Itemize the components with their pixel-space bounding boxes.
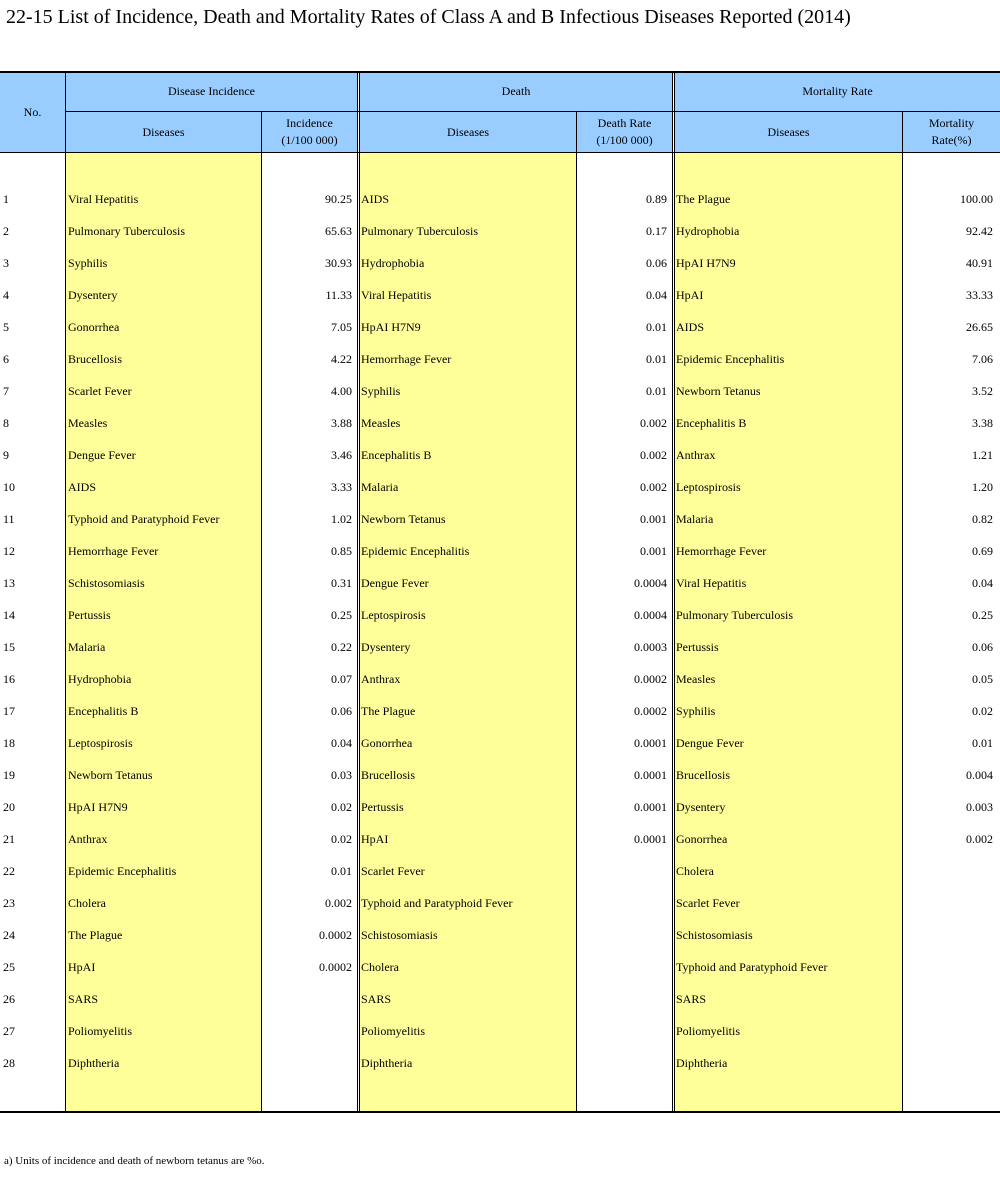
table-row [0,1050,1000,1082]
incidence-value: 30.93 [325,256,352,270]
mortality-rate-value: 0.25 [972,608,993,622]
table-row [0,442,1000,474]
mortality-disease: Typhoid and Paratyphoid Fever [676,960,828,974]
row-number: 5 [3,320,9,334]
incidence-disease: Newborn Tetanus [68,768,153,782]
header-group-incidence: Disease Incidence [168,84,255,98]
death-rate-value: 0.001 [640,544,667,558]
mortality-rate-value: 3.52 [972,384,993,398]
death-disease: Dengue Fever [361,576,429,590]
mortality-disease: Leptospirosis [676,480,741,494]
row-number: 18 [3,736,15,750]
death-disease: Schistosomiasis [361,928,438,942]
incidence-value: 0.06 [331,704,352,718]
header-incidence-line2: (1/100 000) [281,133,338,147]
mortality-disease: Pertussis [676,640,719,654]
header-death-rate-line1: Death Rate [597,116,652,130]
mortality-disease: Cholera [676,864,714,878]
incidence-value: 0.31 [331,576,352,590]
incidence-disease: Encephalitis B [68,704,139,718]
table-row [0,826,1000,858]
death-rate-value: 0.002 [640,416,667,430]
row-number: 13 [3,576,15,590]
row-number: 24 [3,928,15,942]
row-number: 12 [3,544,15,558]
incidence-disease: Brucellosis [68,352,122,366]
mortality-disease: Hemorrhage Fever [676,544,767,558]
header-incidence [262,112,357,152]
table-row [0,954,1000,986]
incidence-value: 0.002 [325,896,352,910]
mortality-rate-value: 1.21 [972,448,993,462]
death-disease: Poliomyelitis [361,1024,426,1038]
row-number: 10 [3,480,15,494]
death-disease: Dysentery [361,640,411,654]
incidence-value: 4.00 [331,384,352,398]
mortality-rate-value: 0.05 [972,672,993,686]
table-row [0,634,1000,666]
death-rate-value: 0.0001 [634,768,667,782]
incidence-disease: The Plague [68,928,123,942]
death-disease: Newborn Tetanus [361,512,446,526]
table-row [0,1018,1000,1050]
row-number: 1 [3,192,9,206]
header-death-rate [577,112,672,152]
mortality-rate-value: 7.06 [972,352,993,366]
incidence-disease: Diphtheria [68,1056,120,1070]
mortality-disease: Malaria [676,512,714,526]
death-rate-value: 0.17 [646,224,667,238]
incidence-value: 0.07 [331,672,352,686]
mortality-rate-value: 0.82 [972,512,993,526]
incidence-disease: Cholera [68,896,106,910]
mortality-disease: AIDS [676,320,705,334]
incidence-value: 0.0002 [319,928,352,942]
death-rate-value: 0.002 [640,480,667,494]
death-rate-value: 0.0001 [634,736,667,750]
incidence-disease: Malaria [68,640,106,654]
row-number: 23 [3,896,15,910]
death-rate-value: 0.001 [640,512,667,526]
mortality-rate-value: 0.002 [966,832,993,846]
table-row [0,538,1000,570]
incidence-disease: Scarlet Fever [68,384,132,398]
header-death-rate-line2: (1/100 000) [596,133,653,147]
death-rate-value: 0.0004 [634,608,667,622]
death-rate-value: 0.01 [646,320,667,334]
row-number: 2 [3,224,9,238]
header-diseases: Diseases [767,124,810,139]
mortality-disease: HpAI [676,288,704,302]
mortality-rate-value: 0.004 [966,768,993,782]
mortality-disease: Brucellosis [676,768,730,782]
mortality-disease: SARS [676,992,707,1006]
death-disease: Hemorrhage Fever [361,352,452,366]
table-row [0,218,1000,250]
death-disease: Measles [361,416,401,430]
row-number: 14 [3,608,15,622]
row-number: 22 [3,864,15,878]
incidence-disease: Measles [68,416,108,430]
incidence-value: 1.02 [331,512,352,526]
incidence-value: 0.0002 [319,960,352,974]
incidence-value: 0.02 [331,800,352,814]
death-rate-value: 0.89 [646,192,667,206]
row-number: 9 [3,448,9,462]
row-number: 6 [3,352,9,366]
table-row [0,602,1000,634]
mortality-rate-value: 0.02 [972,704,993,718]
header-diseases: Diseases [447,124,489,139]
row-number: 16 [3,672,15,686]
death-disease: Gonorrhea [361,736,413,750]
row-number: 7 [3,384,9,398]
incidence-value: 65.63 [325,224,352,238]
row-number: 11 [3,512,15,526]
header-incidence-line1: Incidence [286,116,333,130]
incidence-disease: SARS [68,992,99,1006]
table-row [0,666,1000,698]
incidence-value: 3.46 [331,448,352,462]
death-rate-value: 0.0002 [634,704,667,718]
death-disease: SARS [361,992,392,1006]
incidence-disease: Poliomyelitis [68,1024,133,1038]
incidence-value: 0.03 [331,768,352,782]
table-row [0,762,1000,794]
death-rate-value: 0.0002 [634,672,667,686]
incidence-value: 7.05 [331,320,352,334]
row-number: 3 [3,256,9,270]
death-rate-value: 0.04 [646,288,667,302]
row-number: 8 [3,416,9,430]
incidence-value: 90.25 [325,192,352,206]
incidence-disease: Pulmonary Tuberculosis [68,224,186,238]
death-disease: Malaria [361,480,399,494]
death-disease: Diphtheria [361,1056,413,1070]
mortality-rate-value: 0.003 [966,800,993,814]
header-diseases: Diseases [142,124,185,139]
mortality-disease: Measles [676,672,716,686]
table-row [0,698,1000,730]
mortality-rate-value: 40.91 [966,256,993,270]
mortality-disease: Newborn Tetanus [676,384,761,398]
table-row [0,858,1000,890]
death-rate-value: 0.0004 [634,576,667,590]
death-disease: Cholera [361,960,399,974]
table-row [0,794,1000,826]
row-number: 17 [3,704,15,718]
mortality-rate-value: 0.01 [972,736,993,750]
mortality-disease: Viral Hepatitis [676,576,747,590]
table-row [0,890,1000,922]
table-row [0,378,1000,410]
incidence-value: 3.33 [331,480,352,494]
incidence-value: 0.04 [331,736,352,750]
death-disease: Typhoid and Paratyphoid Fever [361,896,513,910]
death-rate-value: 0.0001 [634,800,667,814]
death-disease: Brucellosis [361,768,415,782]
mortality-disease: Gonorrhea [676,832,728,846]
mortality-disease: Dengue Fever [676,736,744,750]
mortality-disease: Pulmonary Tuberculosis [676,608,794,622]
mortality-rate-value: 92.42 [966,224,993,238]
death-rate-value: 0.01 [646,352,667,366]
death-rate-value: 0.0003 [634,640,667,654]
incidence-disease: Pertussis [68,608,111,622]
row-number: 28 [3,1056,15,1070]
row-number: 15 [3,640,15,654]
mortality-rate-value: 100.00 [960,192,993,206]
row-number: 25 [3,960,15,974]
incidence-disease: HpAI [68,960,96,974]
row-number: 4 [3,288,9,302]
table-row [0,314,1000,346]
death-rate-value: 0.01 [646,384,667,398]
incidence-value: 3.88 [331,416,352,430]
mortality-disease: The Plague [676,192,731,206]
header-group-mortality: Mortality Rate [802,84,873,98]
incidence-value: 0.22 [331,640,352,654]
mortality-disease: Schistosomiasis [676,928,753,942]
death-disease: Hydrophobia [361,256,425,270]
mortality-rate-value: 26.65 [966,320,993,334]
death-disease: The Plague [361,704,416,718]
table-bottom-rule [0,1111,1000,1113]
mortality-disease: HpAI H7N9 [676,256,736,270]
row-number: 20 [3,800,15,814]
death-disease: HpAI [361,832,389,846]
mortality-rate-value: 0.04 [972,576,993,590]
incidence-disease: Gonorrhea [68,320,120,334]
death-disease: HpAI H7N9 [361,320,421,334]
mortality-disease: Scarlet Fever [676,896,740,910]
incidence-disease: Hydrophobia [68,672,132,686]
mortality-rate-value: 0.06 [972,640,993,654]
table-row [0,506,1000,538]
incidence-disease: Schistosomiasis [68,576,145,590]
header-no: No. [23,104,42,119]
table-row [0,730,1000,762]
header-mortality-rate [903,112,1000,152]
incidence-value: 11.33 [325,288,352,302]
incidence-disease: HpAI H7N9 [68,800,128,814]
header-group-death: Death [501,84,531,98]
mortality-disease: Anthrax [676,448,716,462]
incidence-value: 0.25 [331,608,352,622]
table-row [0,410,1000,442]
mortality-rate-value: 0.69 [972,544,993,558]
death-rate-value: 0.0001 [634,832,667,846]
incidence-disease: Hemorrhage Fever [68,544,159,558]
mortality-disease: Epidemic Encephalitis [676,352,785,366]
incidence-disease: Leptospirosis [68,736,133,750]
mortality-disease: Encephalitis B [676,416,747,430]
death-disease: Scarlet Fever [361,864,425,878]
mortality-disease: Poliomyelitis [676,1024,741,1038]
table-row [0,922,1000,954]
incidence-disease: Syphilis [68,256,108,270]
death-disease: Viral Hepatitis [361,288,432,302]
mortality-rate-value: 3.38 [972,416,993,430]
table-row [0,282,1000,314]
footnote: a) Units of incidence and death of newborn tetanus are %o. [4,1155,265,1167]
table-row [0,346,1000,378]
death-rate-value: 0.002 [640,448,667,462]
table-row [0,250,1000,282]
incidence-disease: Dysentery [68,288,118,302]
death-disease: AIDS [361,192,390,206]
row-number: 27 [3,1024,15,1038]
page-title: 22-15 List of Incidence, Death and Mortality Rates of Class A and B Infectious Diseases Reported (2014) [6,6,851,28]
death-disease: Encephalitis B [361,448,432,462]
table-row [0,570,1000,602]
mortality-disease: Diphtheria [676,1056,728,1070]
death-disease: Pertussis [361,800,404,814]
row-number: 26 [3,992,15,1006]
death-disease: Syphilis [361,384,401,398]
incidence-disease: Epidemic Encephalitis [68,864,177,878]
incidence-value: 0.02 [331,832,352,846]
row-number: 19 [3,768,15,782]
mortality-disease: Dysentery [676,800,726,814]
table-row [0,986,1000,1018]
incidence-disease: Viral Hepatitis [68,192,139,206]
incidence-value: 0.85 [331,544,352,558]
incidence-value: 4.22 [331,352,352,366]
table-row [0,474,1000,506]
death-disease: Leptospirosis [361,608,426,622]
death-disease: Epidemic Encephalitis [361,544,470,558]
incidence-disease: AIDS [68,480,97,494]
incidence-disease: Typhoid and Paratyphoid Fever [68,512,220,526]
mortality-disease: Syphilis [676,704,716,718]
death-rate-value: 0.06 [646,256,667,270]
header-mortality-rate-line1: Mortality [928,116,975,130]
mortality-rate-value: 33.33 [966,288,993,302]
header-mortality-rate-line2: Rate(%) [931,133,972,147]
mortality-rate-value: 1.20 [972,480,993,494]
death-disease: Pulmonary Tuberculosis [361,224,479,238]
row-number: 21 [3,832,15,846]
table-row [0,186,1000,218]
mortality-disease: Hydrophobia [676,224,740,238]
header-bottom-rule [0,152,1000,153]
incidence-disease: Dengue Fever [68,448,136,462]
incidence-disease: Anthrax [68,832,108,846]
death-disease: Anthrax [361,672,401,686]
incidence-value: 0.01 [331,864,352,878]
